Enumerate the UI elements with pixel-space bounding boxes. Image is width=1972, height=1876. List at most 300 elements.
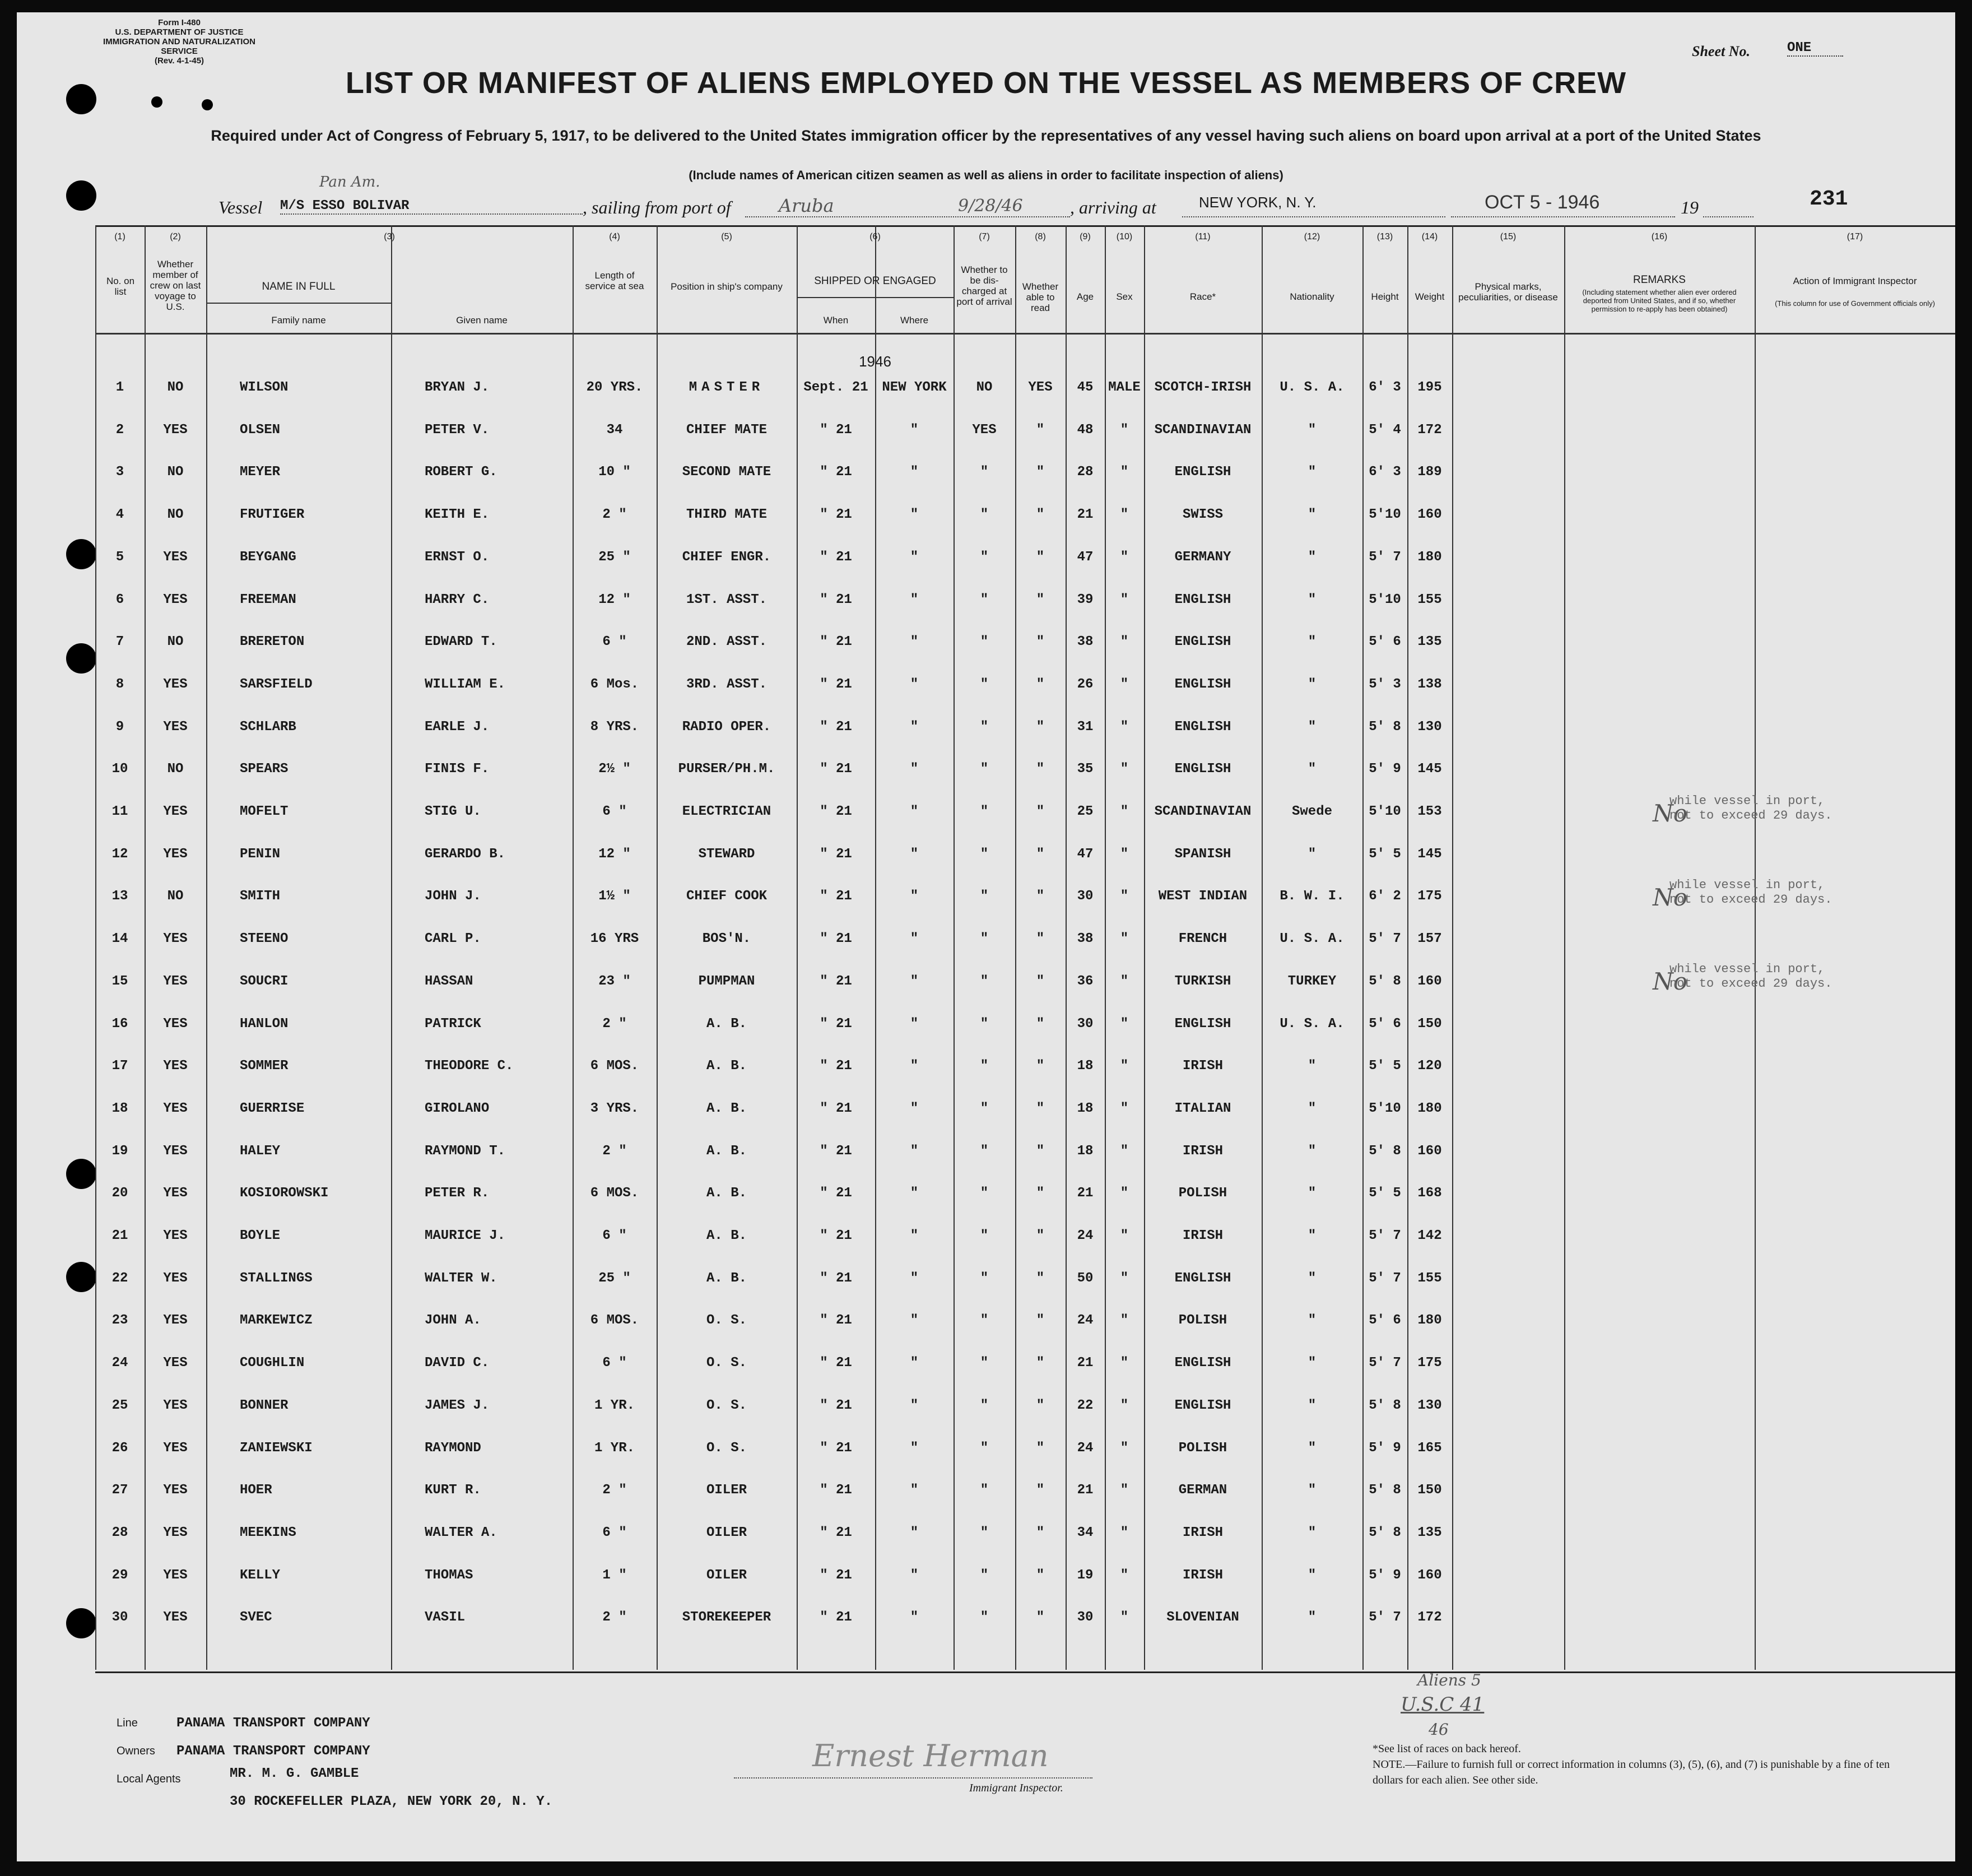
where-cell: " <box>910 1186 919 1201</box>
position-cell: BOS'N. <box>702 931 751 947</box>
col-header-height: Height <box>1371 291 1399 302</box>
prev-voyage-cell: NO <box>167 889 184 904</box>
nationality-cell: " <box>1308 1186 1317 1201</box>
position-cell: STEWARD <box>698 846 755 862</box>
col-header-discharged: Whether to be dis-charged at port of arrival <box>956 264 1012 307</box>
read-cell: YES <box>1028 380 1053 395</box>
family-name-cell: KOSIOROWSKI <box>240 1186 329 1201</box>
age-cell: 31 <box>1077 719 1094 735</box>
service-cell: 1 YR. <box>594 1397 635 1413</box>
family-name-cell: SMITH <box>240 889 281 904</box>
height-cell: 5' 8 <box>1369 1143 1401 1159</box>
where-cell: " <box>910 719 919 735</box>
given-name-cell: JAMES J. <box>425 1397 490 1413</box>
col-number: (3) <box>384 232 395 242</box>
when-cell: Sept. 21 <box>803 380 868 395</box>
position-cell: 3RD. ASST. <box>686 676 768 692</box>
col-header-prev-voyage: Whether member of crew on last voyage to U.S. <box>150 259 201 312</box>
read-cell: " <box>1036 1610 1045 1626</box>
weight-cell: 172 <box>1417 422 1442 438</box>
service-cell: 1 " <box>602 1567 627 1583</box>
read-cell: " <box>1036 1483 1045 1498</box>
discharged-cell: " <box>980 549 989 565</box>
position-cell: A. B. <box>706 1228 747 1243</box>
service-cell: 25 " <box>598 549 631 565</box>
col-number: (16) <box>1651 232 1668 242</box>
read-cell: " <box>1036 931 1045 947</box>
family-name-cell: KELLY <box>240 1567 281 1583</box>
prev-voyage-cell: YES <box>163 1567 188 1583</box>
row-number: 24 <box>111 1355 128 1371</box>
col-header-family: Family name <box>271 315 326 326</box>
where-cell: " <box>910 465 919 480</box>
service-cell: 10 " <box>598 465 631 480</box>
prev-voyage-cell: YES <box>163 549 188 565</box>
sex-cell: " <box>1120 1525 1129 1540</box>
position-cell: CHIEF MATE <box>686 422 768 438</box>
nationality-cell: U. S. A. <box>1280 1016 1345 1032</box>
when-cell: " 21 <box>820 1016 852 1032</box>
height-cell: 5'10 <box>1369 1100 1401 1116</box>
when-cell: " 21 <box>820 804 852 819</box>
col-number: (10) <box>1116 232 1133 242</box>
row-number: 23 <box>111 1313 128 1329</box>
age-cell: 21 <box>1077 507 1094 523</box>
read-cell: " <box>1036 1143 1045 1159</box>
position-cell: THIRD MATE <box>686 507 768 523</box>
table-row <box>95 918 1955 960</box>
inspector-label: Immigrant Inspector. <box>969 1782 1063 1794</box>
when-cell: " 21 <box>820 719 852 735</box>
read-cell: " <box>1036 1355 1045 1371</box>
race-cell: IRISH <box>1182 1525 1223 1540</box>
sex-cell: " <box>1120 1016 1129 1032</box>
col-number: (4) <box>609 232 620 242</box>
race-cell: SCOTCH-IRISH <box>1154 380 1252 395</box>
discharged-cell: " <box>980 1567 989 1583</box>
service-cell: 34 <box>606 422 623 438</box>
race-cell: SWISS <box>1182 507 1223 523</box>
col-number: (1) <box>114 232 125 242</box>
date-line <box>1451 192 1675 217</box>
nationality-cell: " <box>1308 1355 1317 1371</box>
given-name-cell: VASIL <box>425 1610 466 1626</box>
punch-hole <box>66 643 96 674</box>
row-number: 15 <box>111 973 128 989</box>
read-cell: " <box>1036 422 1045 438</box>
row-number: 17 <box>111 1058 128 1074</box>
remark-text: while vessel in port, not to exceed 29 days. <box>1669 878 1833 907</box>
when-cell: " 21 <box>820 1610 852 1626</box>
height-cell: 5' 9 <box>1369 761 1401 777</box>
handwritten-tally: Aliens 5 <box>1417 1671 1481 1689</box>
weight-cell: 180 <box>1417 1100 1442 1116</box>
read-cell: " <box>1036 1270 1045 1286</box>
col-header-age: Age <box>1076 291 1094 302</box>
sex-cell: " <box>1120 1100 1129 1116</box>
weight-cell: 172 <box>1417 1610 1442 1626</box>
race-cell: IRISH <box>1182 1567 1223 1583</box>
service-cell: 8 YRS. <box>590 719 639 735</box>
race-cell: SCANDINAVIAN <box>1154 422 1252 438</box>
when-cell: " 21 <box>820 676 852 692</box>
table-row <box>95 1427 1955 1469</box>
col-header-where: Where <box>900 315 929 326</box>
height-cell: 5'10 <box>1369 592 1401 607</box>
discharged-cell: " <box>980 1525 989 1540</box>
given-name-cell: WALTER A. <box>425 1525 497 1540</box>
sex-cell: " <box>1120 507 1129 523</box>
height-cell: 6' 2 <box>1369 889 1401 904</box>
when-cell: " 21 <box>820 846 852 862</box>
nationality-cell: " <box>1308 1228 1317 1243</box>
col-number: (2) <box>170 232 181 242</box>
age-cell: 38 <box>1077 931 1094 947</box>
position-cell: SECOND MATE <box>682 465 771 480</box>
given-name-cell: HASSAN <box>425 973 473 989</box>
when-cell: " 21 <box>820 973 852 989</box>
age-cell: 21 <box>1077 1355 1094 1371</box>
race-cell: ENGLISH <box>1174 1397 1231 1413</box>
row-number: 25 <box>111 1397 128 1413</box>
table-row <box>95 1088 1955 1130</box>
where-cell: " <box>910 1100 919 1116</box>
nationality-cell: " <box>1308 1270 1317 1286</box>
height-cell: 5' 7 <box>1369 1610 1401 1626</box>
age-cell: 22 <box>1077 1397 1094 1413</box>
read-cell: " <box>1036 1313 1045 1329</box>
when-cell: " 21 <box>820 634 852 650</box>
position-cell: O. S. <box>706 1440 747 1456</box>
manifest-sheet <box>17 12 1955 1861</box>
age-cell: 30 <box>1077 889 1094 904</box>
table-row <box>95 1045 1955 1087</box>
table-row <box>95 1257 1955 1299</box>
race-cell: SPANISH <box>1174 846 1231 862</box>
table-row <box>95 1469 1955 1511</box>
read-cell: " <box>1036 719 1045 735</box>
where-cell: " <box>910 1440 919 1456</box>
row-number: 21 <box>111 1228 128 1243</box>
punch-hole <box>66 1159 96 1189</box>
row-number: 10 <box>111 761 128 777</box>
service-cell: 6 " <box>602 1525 627 1540</box>
weight-cell: 120 <box>1417 1058 1442 1074</box>
discharged-cell: " <box>980 1100 989 1116</box>
race-cell: GERMAN <box>1178 1483 1227 1498</box>
service-cell: 6 " <box>602 634 627 650</box>
service-cell: 2 " <box>602 1016 627 1032</box>
family-name-cell: PENIN <box>240 846 281 862</box>
family-name-cell: MEYER <box>240 465 281 480</box>
height-cell: 5' 3 <box>1369 676 1401 692</box>
nationality-cell: " <box>1308 1567 1317 1583</box>
prev-voyage-cell: YES <box>163 1186 188 1201</box>
family-name-cell: SCHLARB <box>240 719 296 735</box>
prev-voyage-cell: YES <box>163 1100 188 1116</box>
given-name-cell: THOMAS <box>425 1567 473 1583</box>
weight-cell: 160 <box>1417 1567 1442 1583</box>
when-cell: " 21 <box>820 1100 852 1116</box>
prev-voyage-cell: YES <box>163 846 188 862</box>
nationality-cell: " <box>1308 1100 1317 1116</box>
family-name-cell: HOER <box>240 1483 272 1498</box>
row-number: 11 <box>111 804 128 819</box>
table-row <box>95 1299 1955 1341</box>
nationality-cell: TURKEY <box>1287 973 1337 989</box>
age-cell: 25 <box>1077 804 1094 819</box>
prev-voyage-cell: YES <box>163 1525 188 1540</box>
given-name-cell: GIROLANO <box>425 1100 490 1116</box>
position-cell: O. S. <box>706 1313 747 1329</box>
discharged-cell: " <box>980 761 989 777</box>
discharged-cell: " <box>980 1186 989 1201</box>
where-cell: " <box>910 1058 919 1074</box>
sex-cell: " <box>1120 1228 1129 1243</box>
col-number: (13) <box>1376 232 1393 242</box>
owners-value: PANAMA TRANSPORT COMPANY <box>176 1744 370 1759</box>
arriving-line <box>1182 194 1445 217</box>
where-cell: " <box>910 1610 919 1626</box>
service-cell: 1 YR. <box>594 1440 635 1456</box>
family-name-cell: GUERRISE <box>240 1100 305 1116</box>
weight-cell: 153 <box>1417 804 1442 819</box>
height-cell: 5' 8 <box>1369 719 1401 735</box>
service-cell: 2 " <box>602 1610 627 1626</box>
family-name-cell: MEEKINS <box>240 1525 296 1540</box>
where-cell: " <box>910 1567 919 1583</box>
height-cell: 5' 8 <box>1369 1483 1401 1498</box>
table-row <box>95 621 1955 663</box>
sheet-label: Sheet No. <box>1692 43 1750 59</box>
where-cell: " <box>910 846 919 862</box>
col-header-shipped: SHIPPED OR ENGAGED <box>814 275 936 287</box>
service-cell: 2 " <box>602 1143 627 1159</box>
nationality-cell: U. S. A. <box>1280 931 1345 947</box>
service-cell: 6 " <box>602 804 627 819</box>
age-cell: 47 <box>1077 846 1094 862</box>
row-number: 18 <box>111 1100 128 1116</box>
nationality-cell: " <box>1308 719 1317 735</box>
discharged-cell: " <box>980 592 989 607</box>
nationality-cell: " <box>1308 465 1317 480</box>
given-name-cell: RAYMOND T. <box>425 1143 506 1159</box>
row-number: 22 <box>111 1270 128 1286</box>
prev-voyage-cell: YES <box>163 1313 188 1329</box>
family-name-cell: FRUTIGER <box>240 507 305 523</box>
family-name-cell: BOYLE <box>240 1228 281 1243</box>
sex-cell: " <box>1120 465 1129 480</box>
when-cell: " 21 <box>820 1186 852 1201</box>
read-cell: " <box>1036 465 1045 480</box>
document-title: LIST OR MANIFEST OF ALIENS EMPLOYED ON THE VESSEL AS MEMBERS OF CREW <box>345 66 1627 100</box>
nationality-cell: " <box>1308 1610 1317 1626</box>
where-cell: " <box>910 1270 919 1286</box>
where-cell: NEW YORK <box>882 380 947 395</box>
weight-cell: 160 <box>1417 973 1442 989</box>
sex-cell: " <box>1120 1483 1129 1498</box>
col-number: (9) <box>1080 232 1091 242</box>
sex-cell: " <box>1120 1397 1129 1413</box>
weight-cell: 155 <box>1417 592 1442 607</box>
prev-voyage-cell: NO <box>167 380 184 395</box>
given-name-cell: HARRY C. <box>425 592 490 607</box>
discharged-cell: " <box>980 1610 989 1626</box>
given-name-cell: DAVID C. <box>425 1355 490 1371</box>
col-header-action: Action of Immigrant Inspector <box>1793 276 1917 286</box>
inspector-signature: Ernest Herman <box>812 1738 1049 1773</box>
sailing-date: 9/28/46 <box>958 196 1023 216</box>
family-name-cell: STALLINGS <box>240 1270 313 1286</box>
col-header-given: Given name <box>456 315 508 326</box>
form-line: U.S. DEPARTMENT OF JUSTICE <box>115 27 244 37</box>
punch-hole <box>66 1262 96 1292</box>
discharged-cell: " <box>980 1397 989 1413</box>
race-cell: SCANDINAVIAN <box>1154 804 1252 819</box>
position-cell: PURSER/PH.M. <box>678 761 775 777</box>
remark-mark: No <box>1653 800 1688 827</box>
service-cell: 1½ " <box>598 889 631 904</box>
col-number: (12) <box>1304 232 1320 242</box>
document-subtitle: Required under Act of Congress of February 5, 1917, to be delivered to the United States immigration officer by the representatives of any vessel having such aliens on board upon arrival at a port of the United States <box>211 127 1761 144</box>
given-name-cell: GERARDO B. <box>425 846 506 862</box>
given-name-cell: THEODORE C. <box>425 1058 514 1074</box>
weight-cell: 138 <box>1417 676 1442 692</box>
where-cell: " <box>910 973 919 989</box>
position-cell: MASTER <box>689 380 765 395</box>
discharged-cell: " <box>980 889 989 904</box>
height-cell: 5' 4 <box>1369 422 1401 438</box>
arriving-value: NEW YORK, N. Y. <box>1199 194 1317 211</box>
given-name-cell: BRYAN J. <box>425 380 490 395</box>
remark-mark: No <box>1653 884 1688 911</box>
table-row <box>95 536 1955 578</box>
prev-voyage-cell: YES <box>163 804 188 819</box>
year-marker: 1946 <box>859 353 891 370</box>
where-cell: " <box>910 889 919 904</box>
nationality-cell: U. S. A. <box>1280 380 1345 395</box>
height-cell: 5' 7 <box>1369 1228 1401 1243</box>
punch-hole <box>66 539 96 569</box>
family-name-cell: ZANIEWSKI <box>240 1440 313 1456</box>
race-cell: ENGLISH <box>1174 761 1231 777</box>
line-label: Line <box>117 1717 138 1729</box>
col-header-action-sub: (This column for use of Government officials only) <box>1775 299 1935 308</box>
age-cell: 26 <box>1077 676 1094 692</box>
table-row <box>95 1172 1955 1214</box>
age-cell: 30 <box>1077 1610 1094 1626</box>
prev-voyage-cell: NO <box>167 761 184 777</box>
sex-cell: " <box>1120 592 1129 607</box>
race-cell: POLISH <box>1178 1186 1227 1201</box>
inspector-line <box>734 1777 1092 1779</box>
sex-cell: " <box>1120 761 1129 777</box>
header-bottom-line <box>95 333 1955 335</box>
sex-cell: " <box>1120 1567 1129 1583</box>
given-name-cell: JOHN A. <box>425 1313 481 1329</box>
row-number: 7 <box>115 634 124 650</box>
given-name-cell: KURT R. <box>425 1483 481 1498</box>
sex-cell: " <box>1120 1143 1129 1159</box>
weight-cell: 155 <box>1417 1270 1442 1286</box>
nationality-cell: " <box>1308 549 1317 565</box>
service-cell: 6 MOS. <box>590 1058 639 1074</box>
col-header-nationality: Nationality <box>1290 291 1334 302</box>
small-dot <box>202 99 213 110</box>
when-cell: " 21 <box>820 1440 852 1456</box>
table-row <box>95 1512 1955 1554</box>
position-cell: OILER <box>706 1567 747 1583</box>
given-name-cell: WALTER W. <box>425 1270 497 1286</box>
col-number: (17) <box>1847 232 1863 242</box>
service-cell: 6 Mos. <box>590 676 639 692</box>
when-cell: " 21 <box>820 1313 852 1329</box>
height-cell: 5' 6 <box>1369 1313 1401 1329</box>
age-cell: 34 <box>1077 1525 1094 1540</box>
read-cell: " <box>1036 549 1045 565</box>
nationality-cell: " <box>1308 676 1317 692</box>
prev-voyage-cell: YES <box>163 1397 188 1413</box>
agents-address: 30 ROCKEFELLER PLAZA, NEW YORK 20, N. Y. <box>230 1794 553 1809</box>
position-cell: CHIEF ENGR. <box>682 549 771 565</box>
prev-voyage-cell: YES <box>163 1355 188 1371</box>
weight-cell: 175 <box>1417 1355 1442 1371</box>
agents-value: MR. M. G. GAMBLE <box>230 1766 359 1781</box>
row-number: 6 <box>115 592 124 607</box>
col-header-physical: Physical marks, peculiarities, or disease <box>1458 281 1558 303</box>
read-cell: " <box>1036 634 1045 650</box>
position-cell: O. S. <box>706 1397 747 1413</box>
service-cell: 25 " <box>598 1270 631 1286</box>
table-row <box>95 748 1955 790</box>
age-cell: 50 <box>1077 1270 1094 1286</box>
sailing-label: , sailing from port of <box>583 197 731 217</box>
weight-cell: 157 <box>1417 931 1442 947</box>
service-cell: 16 YRS <box>590 931 639 947</box>
sex-cell: " <box>1120 1186 1129 1201</box>
race-cell: IRISH <box>1182 1143 1223 1159</box>
prev-voyage-cell: YES <box>163 1440 188 1456</box>
prev-voyage-cell: YES <box>163 676 188 692</box>
service-cell: 23 " <box>598 973 631 989</box>
height-cell: 5' 8 <box>1369 973 1401 989</box>
sex-cell: " <box>1120 1270 1129 1286</box>
weight-cell: 195 <box>1417 380 1442 395</box>
discharged-cell: " <box>980 804 989 819</box>
when-cell: " 21 <box>820 549 852 565</box>
height-cell: 6' 3 <box>1369 465 1401 480</box>
where-cell: " <box>910 422 919 438</box>
prev-voyage-cell: YES <box>163 1016 188 1032</box>
discharged-cell: " <box>980 719 989 735</box>
col-header-no: No. on list <box>106 276 135 297</box>
weight-cell: 150 <box>1417 1483 1442 1498</box>
prev-voyage-cell: YES <box>163 1610 188 1626</box>
height-cell: 5' 5 <box>1369 1058 1401 1074</box>
position-cell: A. B. <box>706 1143 747 1159</box>
when-cell: " 21 <box>820 1270 852 1286</box>
header-divider <box>206 303 391 304</box>
penalty-note: NOTE.—Failure to furnish full or correct information in columns (3), (5), (6), and (7) is punishable by a fine of ten dollars for each alien. See other side. <box>1373 1758 1890 1786</box>
given-name-cell: ROBERT G. <box>425 465 497 480</box>
race-cell: IRISH <box>1182 1058 1223 1074</box>
height-cell: 6' 3 <box>1369 380 1401 395</box>
row-number: 8 <box>115 676 124 692</box>
family-name-cell: STEENO <box>240 931 289 947</box>
col-header-service: Length of service at sea <box>585 270 644 291</box>
nationality-cell: " <box>1308 761 1317 777</box>
age-cell: 45 <box>1077 380 1094 395</box>
